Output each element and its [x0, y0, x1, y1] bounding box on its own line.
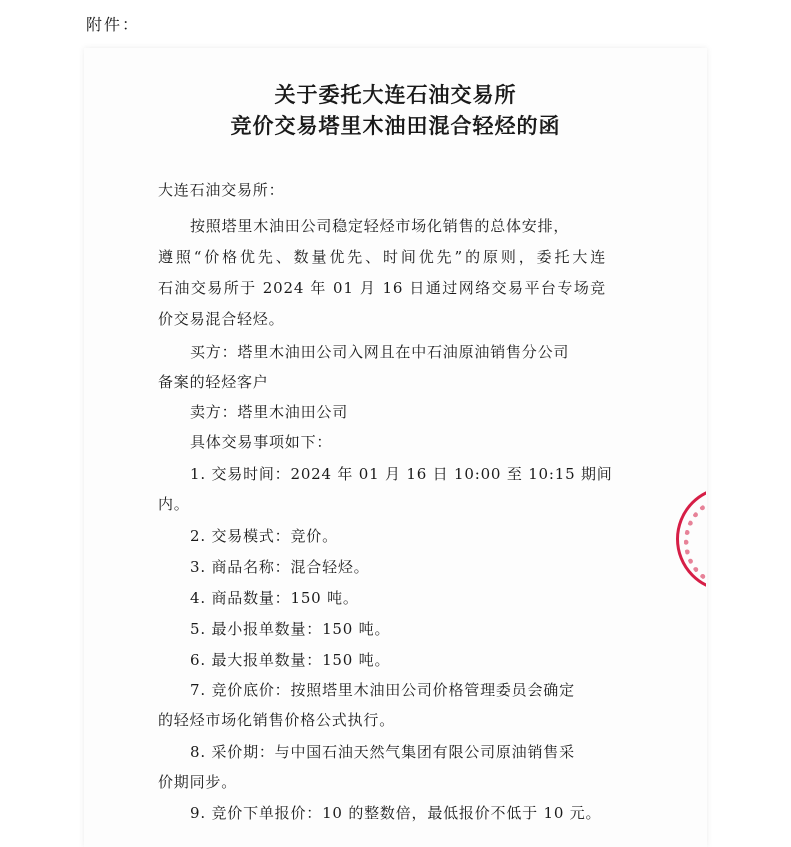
item-5: 5. 最小报单数量：150 吨。: [190, 620, 391, 638]
item-1-line-1: 1. 交易时间：2024 年 01 月 16 日 10:00 至 10:15 期间: [190, 465, 613, 483]
item-4: 4. 商品数量：150 吨。: [190, 589, 359, 607]
letter-title: [84, 48, 707, 168]
salutation: 大连石油交易所：: [158, 181, 285, 199]
item-7-line-1: 7. 竞价底价：按照塔里木油田公司价格管理委员会确定: [190, 681, 575, 699]
item-6: 6. 最大报单数量：150 吨。: [190, 651, 391, 669]
seller-line: 卖方：塔里木油田公司: [190, 403, 349, 421]
item-1-line-2: 内。: [158, 495, 190, 513]
item-8-line-2: 价期同步。: [158, 773, 238, 791]
para1-line-3: 石油交易所于 2024 年 01 月 16 日通过网络交易平台专场竞: [158, 279, 606, 297]
attachment-label: 附件：: [86, 15, 141, 34]
title-line-2: 竞价交易塔里木油田混合轻烃的函: [230, 113, 561, 138]
items-heading: 具体交易事项如下：: [190, 433, 333, 451]
item-8-line-1: 8. 采价期：与中国石油天然气集团有限公司原油销售采: [190, 743, 575, 761]
para1-line-1: 按照塔里木油田公司稳定轻烃市场化销售的总体安排，: [190, 217, 570, 235]
para1-line-4: 价交易混合轻烃。: [158, 310, 285, 328]
buyer-line-2: 备案的轻烃客户: [158, 373, 269, 391]
item-2: 2. 交易模式：竞价。: [190, 527, 338, 545]
item-3: 3. 商品名称：混合轻烃。: [190, 558, 370, 576]
item-9: 9. 竞价下单报价：10 的整数倍，最低报价不低于 10 元。: [190, 804, 602, 822]
official-seal-stamp: [676, 486, 706, 591]
buyer-line-1: 买方：塔里木油田公司入网且在中石油原油销售分公司: [190, 343, 570, 361]
title-line-1: 关于委托大连石油交易所: [274, 82, 517, 107]
item-7-line-2: 的轻烃市场化销售价格公式执行。: [158, 711, 396, 729]
para1-line-2: 遵照“价格优先、数量优先、时间优先”的原则，委托大连: [158, 248, 606, 266]
